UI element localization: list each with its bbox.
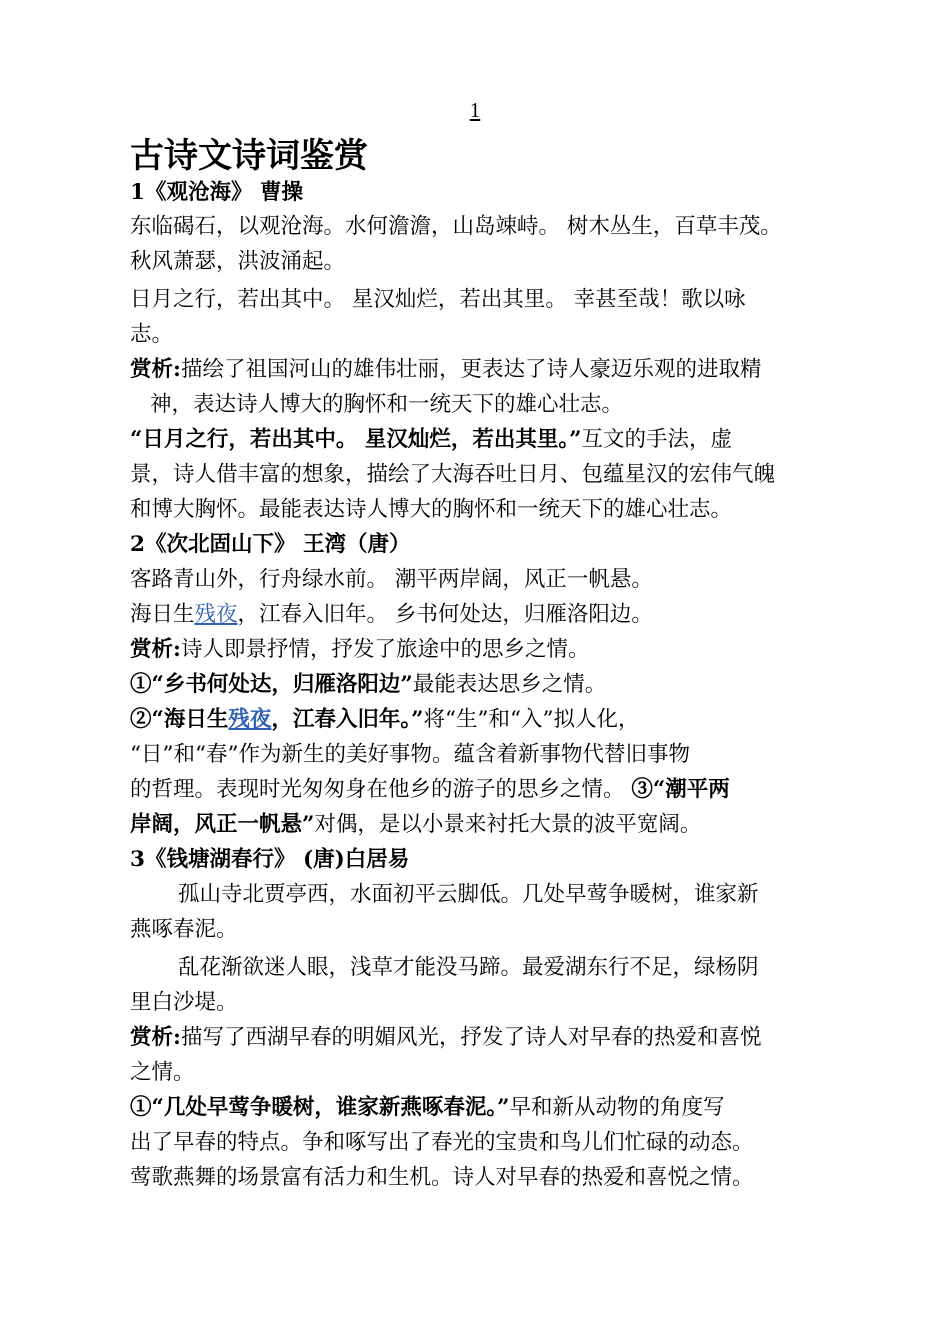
text-line <box>130 772 830 807</box>
text-line <box>130 387 850 422</box>
text-line <box>130 912 830 947</box>
text-segment: 3《钱塘湖春行》 (唐)白居易 <box>130 847 410 872</box>
text-line <box>130 737 830 772</box>
text-segment: 孤山寺北贾亭西，水面初平云脚低。几处早莺争暖树，谁家新 <box>178 882 759 907</box>
text-line <box>130 702 830 737</box>
text-line <box>130 1090 830 1125</box>
text-segment: 的哲理。表现时光匆匆身在他乡的游子的思乡之情。 <box>130 777 632 802</box>
text-line <box>130 597 830 632</box>
text-line <box>130 562 830 597</box>
text-segment: 和博大胸怀。最能表达诗人博大的胸怀和一统天下的雄心壮志。 <box>130 497 733 522</box>
text-segment: 描写了西湖早春的明媚风光，抒发了诗人对早春的热爱和喜悦 <box>180 1025 762 1050</box>
text-line <box>130 985 830 1020</box>
bold-text: 岸阔，风正一帆悬” <box>130 812 315 837</box>
text-segment: 神，表达诗人博大的胸怀和一统天下的雄心壮志。 <box>150 392 624 417</box>
text-segment: 里白沙堤。 <box>130 990 238 1015</box>
hyperlink-text[interactable]: 残夜 <box>194 602 238 627</box>
text-line <box>130 877 878 912</box>
text-segment: 日月之行，若出其中。 星汉灿烂，若出其里。 幸甚至哉！歌以咏 <box>130 287 746 312</box>
text-segment: 景，诗人借丰富的想象，描绘了大海吞吐日月、包蕴星汉的宏伟气魄 <box>130 462 776 487</box>
text-segment: 诗人即景抒情，抒发了旅途中的思乡之情。 <box>180 637 590 662</box>
text-segment: ，江春入旧年。 乡书何处达，归雁洛阳边。 <box>237 602 653 627</box>
text-line <box>130 209 830 244</box>
text-segment: 对偶，是以小景来衬托大景的波平宽阔。 <box>314 812 702 837</box>
hyperlink-text[interactable]: 残夜 <box>228 707 272 732</box>
text-line <box>130 1160 830 1195</box>
text-line <box>130 632 830 667</box>
text-line <box>130 1055 830 1090</box>
text-segment: 描绘了祖国河山的雄伟壮丽，更表达了诗人豪迈乐观的进取精 <box>180 357 762 382</box>
text-segment: 海日生 <box>130 602 195 627</box>
document-title: 古诗文诗词鉴赏 <box>130 136 368 176</box>
text-line <box>130 422 830 457</box>
text-segment: 志。 <box>130 322 174 347</box>
bold-text: ①“几处早莺争暖树，谁家新燕啄春泥。” <box>130 1095 510 1120</box>
text-segment: 莺歌燕舞的场景富有活力和生机。诗人对早春的热爱和喜悦之情。 <box>130 1165 754 1190</box>
text-line <box>130 457 830 492</box>
bold-text: “日月之行，若出其中。 星汉灿烂，若出其里。” <box>130 427 582 452</box>
section-heading <box>130 527 830 562</box>
text-line <box>130 244 830 279</box>
page-number: 1 <box>469 98 481 122</box>
text-line <box>130 667 830 702</box>
text-line <box>130 1125 830 1160</box>
bold-text: 赏析: <box>130 1025 181 1050</box>
text-line <box>130 352 830 387</box>
text-segment: 早和新从动物的角度写 <box>509 1095 725 1120</box>
text-line <box>130 492 830 527</box>
text-line <box>130 282 830 317</box>
text-segment: 2《次北固山下》 王湾（唐） <box>130 532 411 557</box>
bold-text: ，江春入旧年。” <box>271 707 424 732</box>
bold-text: ②“海日生 <box>130 707 229 732</box>
text-line <box>130 1020 830 1055</box>
text-line <box>130 807 830 842</box>
text-line <box>130 317 830 352</box>
text-segment: 之情。 <box>130 1060 195 1085</box>
bold-text: ③“潮平两 <box>631 777 730 802</box>
text-line <box>130 950 878 985</box>
text-segment: 东临碣石，以观沧海。水何澹澹，山岛竦峙。 树木丛生，百草丰茂。 <box>130 214 782 239</box>
text-segment: “日”和“春”作为新生的美好事物。蕴含着新事物代替旧事物 <box>130 742 690 767</box>
text-segment: 最能表达思乡之情。 <box>412 672 607 697</box>
section-heading <box>130 175 830 210</box>
text-segment: 客路青山外，行舟绿水前。 潮平两岸阔，风正一帆悬。 <box>130 567 653 592</box>
text-segment: 燕啄春泥。 <box>130 917 238 942</box>
bold-text: 赏析: <box>130 357 181 382</box>
text-segment: 乱花渐欲迷人眼，浅草才能没马蹄。最爱湖东行不足，绿杨阴 <box>178 955 759 980</box>
bold-text: 赏析: <box>130 637 181 662</box>
bold-text: ①“乡书何处达，归雁洛阳边” <box>130 672 413 697</box>
text-segment: 将“生”和“入”拟人化， <box>423 707 640 732</box>
section-heading <box>130 842 830 877</box>
text-segment: 秋风萧瑟，洪波涌起。 <box>130 249 346 274</box>
text-segment: 1《观沧海》 曹操 <box>130 180 303 205</box>
text-segment: 互文的手法，虚 <box>581 427 732 452</box>
text-segment: 出了早春的特点。争和啄写出了春光的宝贵和鸟儿们忙碌的动态。 <box>130 1130 754 1155</box>
